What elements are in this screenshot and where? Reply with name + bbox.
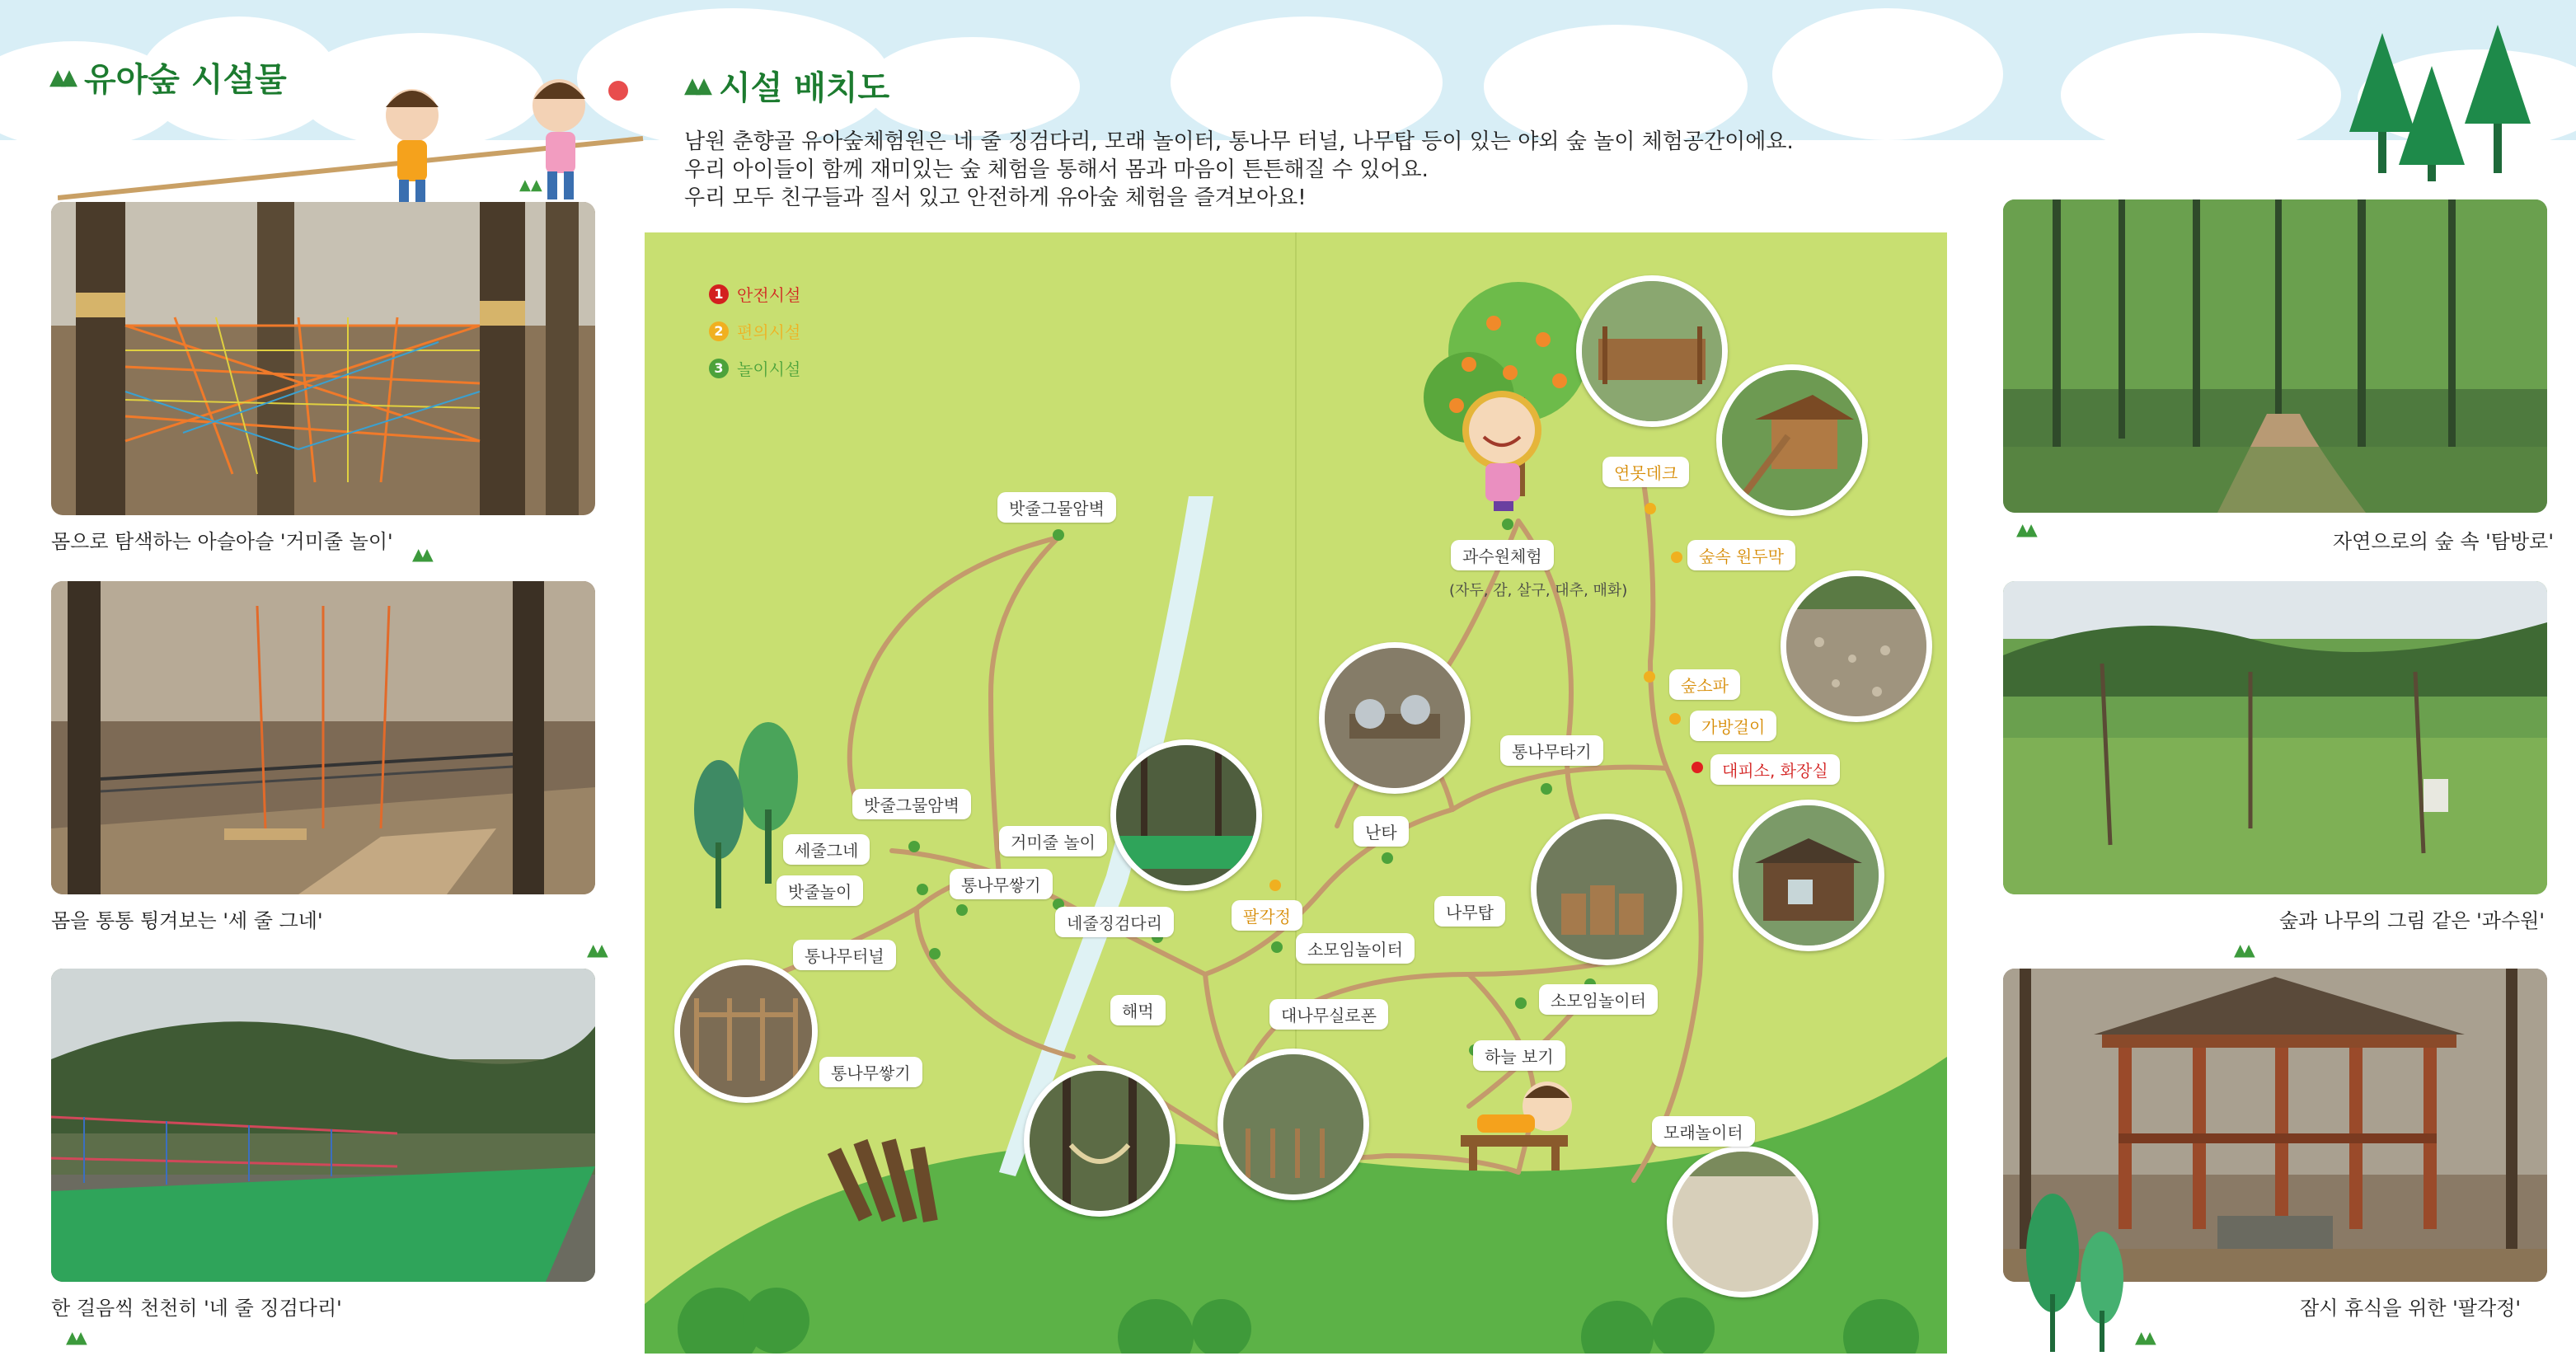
center-heading bbox=[684, 62, 889, 109]
map-dot bbox=[1053, 529, 1064, 541]
label-hammock: 해먹 bbox=[1110, 995, 1166, 1025]
label-bag-hanger: 가방걸이 bbox=[1690, 711, 1776, 741]
label-log-tunnel: 통나무터널 bbox=[793, 940, 896, 970]
grass-icon: ▲▲ bbox=[412, 544, 429, 564]
map-dot bbox=[1269, 880, 1281, 891]
legend-item-safety bbox=[709, 282, 800, 306]
map-dot bbox=[1541, 783, 1552, 795]
grass-icon: ▲▲ bbox=[2016, 519, 2034, 539]
cloud bbox=[866, 37, 1080, 136]
caption-pavilion: 잠시 휴식을 위한 '팔각정' bbox=[2300, 1297, 2521, 1320]
legend-item-play bbox=[709, 356, 800, 380]
kids-rope-illustration bbox=[58, 66, 651, 214]
legend-number: 1 bbox=[709, 284, 729, 304]
circle-photo-gravel bbox=[1781, 570, 1932, 722]
grass-icon: ▲▲ bbox=[2234, 940, 2251, 960]
caption-orchard: 숲과 나무의 그림 같은 '과수원' bbox=[2279, 909, 2545, 932]
label-rope-climbing-wall: 밧줄그물암벽 bbox=[852, 789, 971, 819]
grass-icon: ▲▲ bbox=[2135, 1327, 2152, 1347]
label-sky-watching: 하늘 보기 bbox=[1473, 1040, 1565, 1071]
label-log-stacking-1: 통나무쌓기 bbox=[950, 869, 1053, 899]
legend-label: 편의시설 bbox=[737, 322, 801, 342]
label-four-line-bridge: 네줄징검다리 bbox=[1055, 907, 1174, 937]
legend-label: 안전시설 bbox=[737, 285, 801, 305]
grass-icon: ▲▲ bbox=[684, 73, 707, 98]
circle-photo-net bbox=[1110, 739, 1262, 891]
label-rope-play: 밧줄놀이 bbox=[777, 875, 863, 906]
small-trees-illustration bbox=[2020, 1187, 2135, 1352]
cloud bbox=[1772, 8, 2003, 140]
map-dot bbox=[929, 948, 941, 960]
facility-map bbox=[645, 232, 1947, 1354]
photo-forest-trail bbox=[2003, 199, 2547, 513]
label-pond-deck: 연못데크 bbox=[1602, 457, 1689, 487]
photo-four-line-bridge bbox=[51, 969, 595, 1282]
intro-text bbox=[684, 128, 1838, 212]
map-dot bbox=[1669, 713, 1681, 725]
label-bamboo-xylophone: 대나무실로폰 bbox=[1269, 999, 1388, 1030]
circle-photo-deck bbox=[1576, 275, 1728, 427]
center-title: 시설 배치도 bbox=[719, 69, 890, 107]
left-title: 유아숲 시설물 bbox=[84, 61, 287, 99]
map-dot bbox=[1692, 762, 1703, 773]
circle-photo-drums bbox=[1319, 642, 1471, 794]
label-orchard: 과수원체험 bbox=[1451, 540, 1554, 570]
caption-three-line-swing: 몸을 통통 튕겨보는 '세 줄 그네' bbox=[51, 909, 323, 932]
map-dot bbox=[1502, 518, 1513, 530]
map-dot bbox=[1271, 941, 1283, 953]
intro-line: 우리 모두 친구들과 질서 있고 안전하게 유아숲 체험을 즐겨보아요! bbox=[684, 185, 1307, 210]
grass-icon: ▲▲ bbox=[66, 1327, 83, 1347]
label-spider-web-play: 거미줄 놀이 bbox=[999, 826, 1107, 856]
circle-photo-hut bbox=[1716, 364, 1868, 516]
label-forest-sofa: 숲소파 bbox=[1669, 669, 1740, 700]
label-shelter-toilet: 대피소, 화장실 bbox=[1710, 754, 1840, 785]
circle-photo-tunnel bbox=[674, 960, 818, 1103]
map-dot bbox=[1515, 997, 1527, 1009]
map-dot bbox=[908, 841, 920, 852]
label-three-line-swing: 세줄그네 bbox=[783, 834, 870, 865]
label-gathering-playground-1: 소모임놀이터 bbox=[1296, 933, 1415, 964]
legend-item-convenience bbox=[709, 319, 800, 343]
map-dot bbox=[917, 884, 928, 895]
circle-photo-sand bbox=[1667, 1146, 1818, 1297]
label-nanta: 난타 bbox=[1354, 816, 1409, 847]
circle-photo-bamboo bbox=[1218, 1049, 1369, 1200]
svg-text:▲▲: ▲▲ bbox=[519, 176, 542, 194]
pine-trees-illustration bbox=[2341, 16, 2555, 181]
label-sandbox: 모래놀이터 bbox=[1652, 1116, 1755, 1147]
photo-three-line-swing bbox=[51, 581, 595, 894]
photo-spider-web bbox=[51, 202, 595, 515]
legend-label: 놀이시설 bbox=[737, 359, 801, 379]
caption-forest-trail: 자연으로의 숲 속 '탐방로' bbox=[2333, 530, 2554, 553]
intro-line: 우리 아이들이 함께 재미있는 숲 체험을 통해서 몸과 마음이 튼튼해질 수 있어요. bbox=[684, 157, 1429, 182]
legend-number: 2 bbox=[709, 321, 729, 341]
label-tree-tower: 나무탑 bbox=[1434, 896, 1505, 927]
map-dot bbox=[1382, 852, 1393, 864]
circle-photo-tree-tower bbox=[1531, 814, 1682, 965]
label-log-climbing: 통나무타기 bbox=[1500, 735, 1603, 766]
legend-number: 3 bbox=[709, 359, 729, 378]
map-dot bbox=[1644, 671, 1655, 683]
label-pavilion: 팔각정 bbox=[1232, 900, 1302, 931]
circle-photo-shelter bbox=[1733, 800, 1884, 951]
label-gathering-playground-2: 소모임놀이터 bbox=[1539, 984, 1658, 1015]
cloud bbox=[2061, 33, 2341, 157]
grass-icon: ▲▲ bbox=[49, 64, 73, 90]
label-log-stacking-2: 통나무쌓기 bbox=[819, 1057, 922, 1087]
photo-orchard bbox=[2003, 581, 2547, 894]
label-forest-hut: 숲속 원두막 bbox=[1687, 540, 1795, 570]
map-dot bbox=[956, 904, 968, 916]
map-dot bbox=[1671, 551, 1682, 563]
map-dot bbox=[1645, 503, 1656, 514]
caption-four-line-bridge: 한 걸음씩 천천히 '네 줄 징검다리' bbox=[51, 1297, 342, 1320]
orchard-note: (자두, 감, 살구, 대추, 매화) bbox=[1449, 582, 1628, 599]
label-rope-climbing-wall-top: 밧줄그물암벽 bbox=[997, 492, 1116, 523]
intro-line: 남원 춘향골 유아숲체험원은 네 줄 징검다리, 모래 놀이터, 통나무 터널, 나무탑 등이 있는 야외 숲 놀이 체험공간이에요. bbox=[684, 129, 1794, 154]
grass-icon: ▲▲ bbox=[587, 940, 604, 960]
circle-photo-hammock bbox=[1024, 1065, 1175, 1217]
caption-spider-web: 몸으로 탐색하는 아슬아슬 '거미줄 놀이' bbox=[51, 530, 393, 553]
